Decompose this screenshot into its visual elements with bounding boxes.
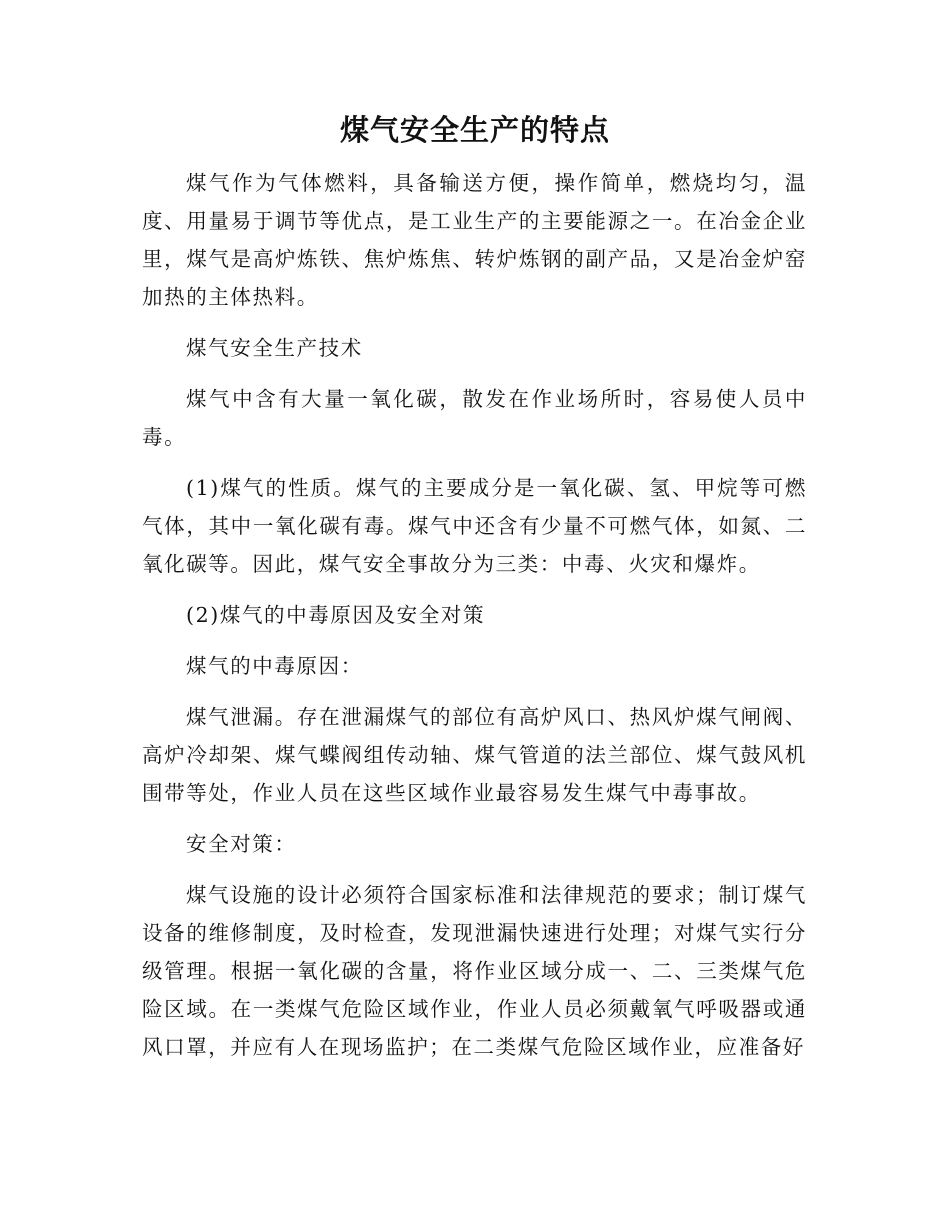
document-title: 煤气安全生产的特点 [339, 113, 610, 147]
paragraph-gas-leak: 煤气泄漏。存在泄漏煤气的部位有高炉风口、热风炉煤气闸阀、高炉冷却架、煤气蝶阀组传动轴、煤气管道的法兰部位、煤气鼓风机围带等处，作业人员在这些区域作业最容易发生煤气中毒事故。 [142, 705, 807, 805]
paragraph-gas-properties: (1)煤气的性质。煤气的主要成分是一氧化碳、氢、甲烷等可燃气体，其中一氧化碳有毒。煤气中还含有少量不可燃气体，如氮、二氧化碳等。因此，煤气安全事故分为三类：中毒、火灾和爆炸。 [142, 476, 807, 576]
document-body [142, 164, 807, 1079]
paragraph-section-heading: 煤气安全生产技术 [186, 336, 363, 360]
paragraph-countermeasures: 煤气设施的设计必须符合国家标准和法律规范的要求；制订煤气设备的维修制度，及时检查，发现泄漏快速进行处理；对煤气实行分级管理。根据一氧化碳的含量，将作业区域分成一、二、三类煤气危险区域。在一类煤气危险区域作业，作业人员必须戴氧气呼吸器或通风口罩，并应有人在现场监护；在二类煤气危险区域作业，应准备好 [142, 883, 807, 1059]
paragraph-co-warning: 煤气中含有大量一氧化碳，散发在作业场所时，容易使人员中毒。 [142, 387, 807, 449]
paragraph-intro: 煤气作为气体燃料，具备输送方便，操作简单，燃烧均匀，温度、用量易于调节等优点，是工业生产的主要能源之一。在冶金企业里，煤气是高炉炼铁、焦炉炼焦、转炉炼钢的副产品，又是冶金炉窑加热的主体热料。 [142, 171, 807, 309]
paragraph-poisoning-heading: (2)煤气的中毒原因及安全对策 [186, 603, 486, 627]
paragraph-poisoning-causes-label: 煤气的中毒原因： [186, 654, 363, 678]
paragraph-countermeasures-label: 安全对策： [186, 832, 297, 856]
